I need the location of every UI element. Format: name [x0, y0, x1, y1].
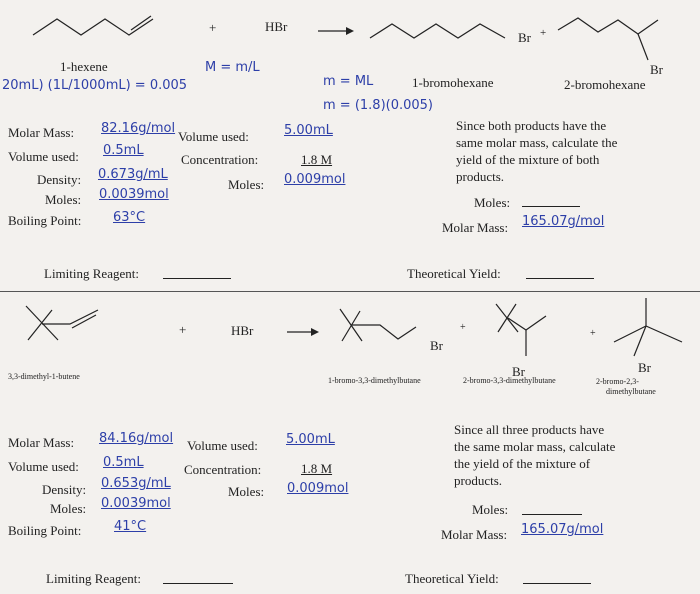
top-molar-mass-label: Molar Mass:	[8, 125, 75, 140]
top-note-line-4: products.	[456, 169, 505, 184]
top-products-molar-mass-value: 165.07g/mol	[522, 214, 605, 229]
top-product1-name: 1-bromohexane	[412, 75, 494, 90]
bottom-bp-label: Boiling Point:	[8, 523, 82, 538]
bottom-reactant-name: 3,3-dimethyl-1-butene	[8, 372, 80, 381]
top-theoretical-label: Theoretical Yield:	[407, 266, 501, 281]
top-products-moles-blank[interactable]	[522, 206, 580, 207]
top-volume-value: 0.5mL	[103, 143, 144, 158]
bottom-moles-label: Moles:	[50, 501, 87, 516]
top-limiting-blank[interactable]	[163, 278, 231, 279]
bottom-note-line-4: products.	[454, 473, 503, 488]
top-products-molar-mass-label: Molar Mass:	[442, 220, 509, 235]
bottom-theoretical-blank[interactable]	[523, 583, 591, 584]
top-reagent-hbr: HBr	[265, 19, 288, 34]
bottom-hbr-moles-label: Moles:	[228, 484, 265, 499]
bottom-plus-2: +	[460, 322, 466, 333]
bottom-note-line-2: the same molar mass, calculate	[454, 439, 616, 454]
bottom-product1-name: 1-bromo-3,3-dimethylbutane	[328, 376, 421, 385]
top-hbr-volume-label: Volume used:	[178, 129, 249, 144]
bottom-bp-value: 41°C	[114, 519, 147, 534]
bottom-product3-name-line-2: dimethylbutane	[606, 387, 656, 396]
top-theoretical-blank[interactable]	[526, 278, 594, 279]
bottom-plus-3: +	[590, 328, 596, 339]
hw-formula: M = m/L	[205, 60, 260, 75]
bottom-product3-name-line-1: 2-bromo-2,3-	[596, 377, 639, 386]
bottom-reagent-hbr: HBr	[231, 323, 254, 338]
top-hbr-volume-value: 5.00mL	[284, 123, 333, 138]
top-product2-name: 2-bromohexane	[564, 77, 646, 92]
bottom-hbr-moles-value: 0.009mol	[287, 481, 349, 496]
top-molar-mass-value: 82.16g/mol	[101, 121, 176, 136]
top-note-line-2: same molar mass, calculate the	[456, 135, 618, 150]
bottom-products-moles-blank[interactable]	[522, 514, 582, 515]
top-conc-value: 1.8 M	[301, 152, 333, 167]
top-density-value: 0.673g/mL	[98, 167, 168, 182]
top-hbr-moles-value: 0.009mol	[284, 172, 346, 187]
top-note-line-3: yield of the mixture of both	[456, 152, 600, 167]
top-moles-value: 0.0039mol	[99, 187, 169, 202]
1-bromohexane-structure	[365, 8, 525, 48]
bottom-density-label: Density:	[42, 482, 87, 497]
hw-conversion: 20mL) (1L/1000mL) = 0.005	[2, 78, 188, 93]
top-bp-label: Boiling Point:	[8, 213, 82, 228]
top-reactant-name: 1-hexene	[60, 59, 108, 74]
top-limiting-label: Limiting Reagent:	[44, 266, 139, 281]
bottom-volume-label: Volume used:	[8, 459, 79, 474]
bottom-br-3: Br	[638, 360, 651, 375]
bottom-molar-mass-label: Molar Mass:	[8, 435, 75, 450]
top-products-moles-label: Moles:	[474, 195, 511, 210]
bottom-product2-name: 2-bromo-3,3-dimethylbutane	[463, 376, 556, 385]
top-moles-label: Moles:	[45, 192, 82, 207]
top-conc-label: Concentration:	[181, 152, 259, 167]
bottom-molar-mass-value: 84.16g/mol	[99, 431, 174, 446]
bottom-volume-value: 0.5mL	[103, 455, 144, 470]
bottom-plus-1: +	[179, 322, 187, 337]
bottom-theoretical-label: Theoretical Yield:	[405, 571, 499, 586]
bottom-note-line-3: the yield of the mixture of	[454, 456, 591, 471]
top-plus-2: +	[540, 27, 547, 39]
bottom-hbr-volume-value: 5.00mL	[286, 432, 335, 447]
top-plus-1: +	[209, 20, 217, 35]
bottom-products-moles-label: Moles:	[472, 502, 509, 517]
2-bromo-2,3-dimethylbutane-structure	[606, 296, 696, 362]
top-note-line-1: Since both products have the	[456, 118, 607, 133]
bottom-products-molar-mass-value: 165.07g/mol	[521, 522, 604, 537]
bottom-limiting-blank[interactable]	[163, 583, 233, 584]
bottom-br-2: Br	[512, 364, 525, 379]
top-br-2: Br	[650, 62, 663, 77]
bottom-limiting-label: Limiting Reagent:	[46, 571, 141, 586]
section-divider	[0, 291, 700, 292]
3,3-dimethyl-1-butene-structure	[22, 300, 112, 350]
hw-m-eq: m = ML	[323, 74, 374, 89]
top-hbr-moles-label: Moles:	[228, 177, 265, 192]
1-hexene-structure	[25, 5, 185, 45]
bottom-products-molar-mass-label: Molar Mass:	[441, 527, 508, 542]
bottom-br-1: Br	[430, 338, 443, 353]
top-bp-value: 63°C	[113, 210, 146, 225]
bottom-conc-label: Concentration:	[184, 462, 262, 477]
top-br-1: Br	[518, 30, 531, 45]
bottom-moles-value: 0.0039mol	[101, 496, 171, 511]
top-volume-label: Volume used:	[8, 149, 79, 164]
1-bromo-3,3-dimethylbutane-structure	[336, 305, 426, 355]
top-density-label: Density:	[37, 172, 82, 187]
bottom-hbr-volume-label: Volume used:	[187, 438, 258, 453]
top-reaction-arrow	[316, 24, 356, 38]
bottom-reaction-arrow	[285, 325, 321, 339]
hw-m-calc: m = (1.8)(0.005)	[323, 98, 433, 113]
bottom-conc-value: 1.8 M	[301, 461, 333, 476]
2-bromo-3,3-dimethylbutane-structure	[490, 298, 570, 360]
bottom-note-line-1: Since all three products have	[454, 422, 605, 437]
bottom-density-value: 0.653g/mL	[101, 476, 171, 491]
